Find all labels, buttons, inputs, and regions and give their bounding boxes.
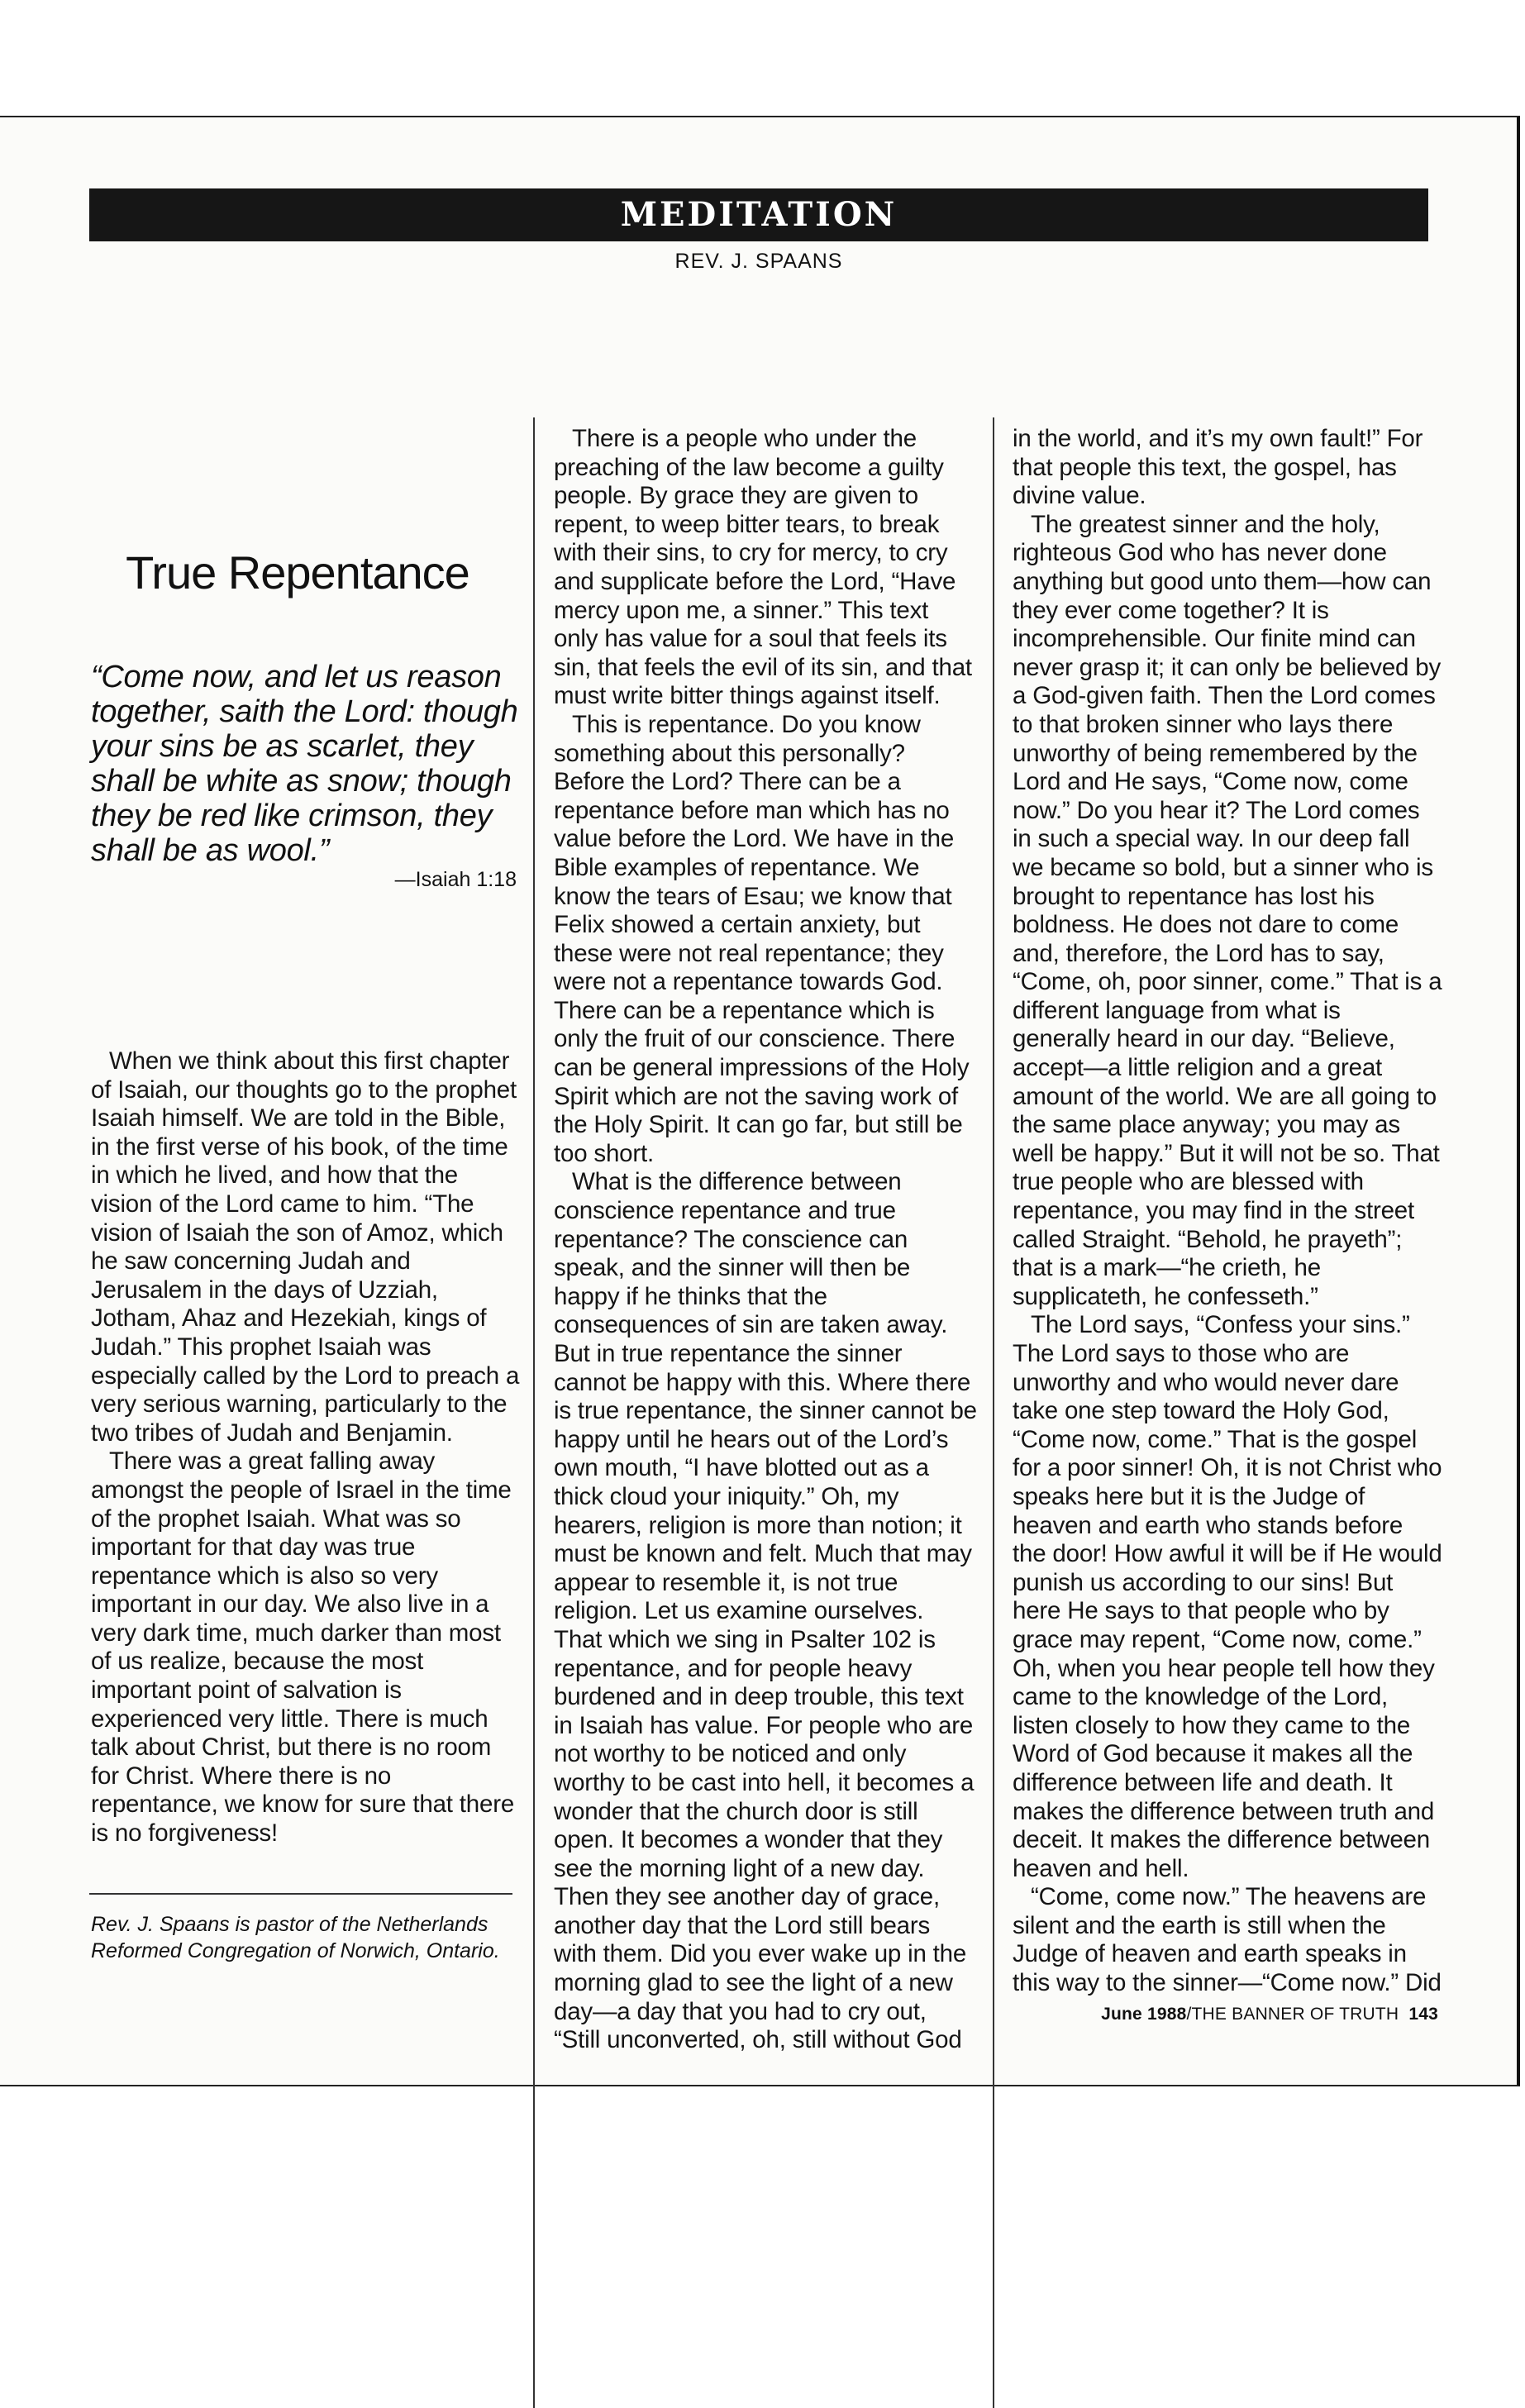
paragraph: The greatest sinner and the holy, righteous God who has never done anything but good unto them—how can they ever come together? It is incomprehensible. Our finite mind can never grasp it; it can only be believed by a God-given faith. Then the Lord comes to that broken sinner who lays there unworthy of being remembered by the Lord and He says, “Come now, come now.” Do you hear it? The Lord comes in such a special way. In our deep fall we became so bold, but a sinner who is brought to repentance has lost his boldness. He does not dare to come and, therefore, the Lord has to say, “Come, oh, poor sinner, come.” That is a different language from what is generally heard in our day. “Believe, accept—a little religion and a great amount of the world. We are all going to the same place anyway; you may as well be happy.” But it will not be so. That true people who are blessed with repentance, you may find in the street called Straight. “Behold, he prayeth”; that is a mark—“he crieth, he supplicateth, he confesseth.” (1013, 510, 1442, 1310)
text-column-1 (91, 1047, 522, 1848)
author-byline: REV. J. SPAANS (674, 250, 843, 273)
footer-date: June 1988 (1101, 2005, 1187, 2024)
text-column-3 (1013, 425, 1442, 1998)
paragraph: The Lord says, “Confess your sins.” The Lord says to those who are unworthy and who would never dare take one step toward the Holy God, “Come now, come.” That is the gospel for a poor sinner! Oh, it is not Christ who speaks here but it is the Judge of heaven and earth who stands before the door! How awful it will be if He would punish us according to our sins! But here He says to that people who by grace may repent, “Come now, come.” Oh, when you hear people tell how they came to the knowledge of the Lord, listen closely to how they came to the Word of God because it makes all the difference between life and death. It makes the difference between truth and deceit. It makes the difference between heaven and hell. (1013, 1311, 1442, 1882)
paragraph: What is the difference between conscience repentance and true repentance? The conscience can speak, and the sinner will then be happy if he thinks that the consequences of sin are taken away. But in true repentance the sinner cannot be happy with this. Where there is true repentance, the sinner cannot be happy until he hears out of the Lord’s own mouth, “I have blotted out as a thick cloud your iniquity.” Oh, my hearers, religion is more than notion; it must be known and felt. Much that may appear to resemble it, is not true religion. Let us examine ourselves. That which we sing in Psalter 102 is repentance, and for people heavy burdened and in deep trouble, this text in Isaiah has value. For people who are not worthy to be noticed and only worthy to be cast into hell, it becomes a wonder that the church door is still open. It becomes a wonder that they see the morning light of a new day. Then they see another day of grace, another day that the Lord still bears with them. Did you ever wake up in the morning glad to see the light of a new day—a day that you had to cry out, “Still unconverted, oh, still without God (554, 1168, 977, 2054)
paragraph: This is repentance. Do you know something about this personally? Before the Lord? There can be a repentance before man which has no value before the Lord. We have in the Bible examples of repentance. We know the tears of Esau; we know that Felix showed a certain anxiety, but these were not real repentance; they were not a repentance towards God. There can be a repentance which is only the fruit of our conscience. There can be general impressions of the Holy Spirit which are not the saving work of the Holy Spirit. It can go far, but still be too short. (554, 710, 970, 1167)
author-note: Rev. J. Spaans is pastor of the Netherlands Reformed Congregation of Norwich, Ontario. (91, 1913, 500, 1962)
paragraph: “Come, come now.” The heavens are silent and the earth is still when the Judge of heaven and earth speaks in this way to the sinner—“Come now.” Did (1013, 1883, 1442, 1997)
text-column-2 (554, 425, 977, 2055)
page-footer (1025, 2005, 1438, 2024)
paragraph: in the world, and it’s my own fault!” For that people this text, the gospel, has divine value. (1013, 425, 1423, 510)
paragraph: There is a people who under the preaching of the law become a guilty people. By grace they are given to repent, to weep bitter tears, to break with their sins, to cry for mercy, to cry and supplicate before the Lord, “Have mercy upon me, a sinner.” This text only has value for a soul that feels its sin, that feels the evil of its sin, and that must write bitter things against itself. (554, 425, 972, 710)
page-number: 143 (1408, 2005, 1438, 2024)
article-title: True Repentance (126, 546, 469, 598)
epigraph-reference: —Isaiah 1:18 (394, 868, 517, 891)
section-banner: MEDITATION (89, 188, 1428, 241)
paragraph: There was a great falling away amongst the people of Israel in the time of the prophet Isaiah. What was so important for that day was true repentance which is also so very important in our day. We also live in a very dark time, much darker than most of us realize, because the most important point of salvation is experienced very little. There is much talk about Christ, but there is no room for Christ. Where there is no repentance, we know for sure that there is no forgiveness! (91, 1447, 515, 1848)
epigraph-quote: “Come now, and let us reason together, saith the Lord: though your sins be as scarlet, they shall be white as snow; though they be red like crimson, they shall be as wool.” (91, 660, 518, 868)
footnote-rule (89, 1893, 512, 1895)
paragraph: When we think about this first chapter of Isaiah, our thoughts go to the prophet Isaiah himself. We are told in the Bible, in the first verse of his book, of the time in which he lived, and how that the vision of the Lord came to him. “The vision of Isaiah the son of Amoz, which he saw concerning Judah and Jerusalem in the days of Uzziah, Jotham, Ahaz and Hezekiah, kings of Judah.” This prophet Isaiah was especially called by the Lord to preach a very serious warning, particularly to the two tribes of Judah and Benjamin. (91, 1047, 520, 1447)
column-divider-2 (993, 417, 994, 2408)
footer-publication: /THE BANNER OF TRUTH (1186, 2005, 1399, 2024)
column-divider-1 (533, 417, 535, 2408)
